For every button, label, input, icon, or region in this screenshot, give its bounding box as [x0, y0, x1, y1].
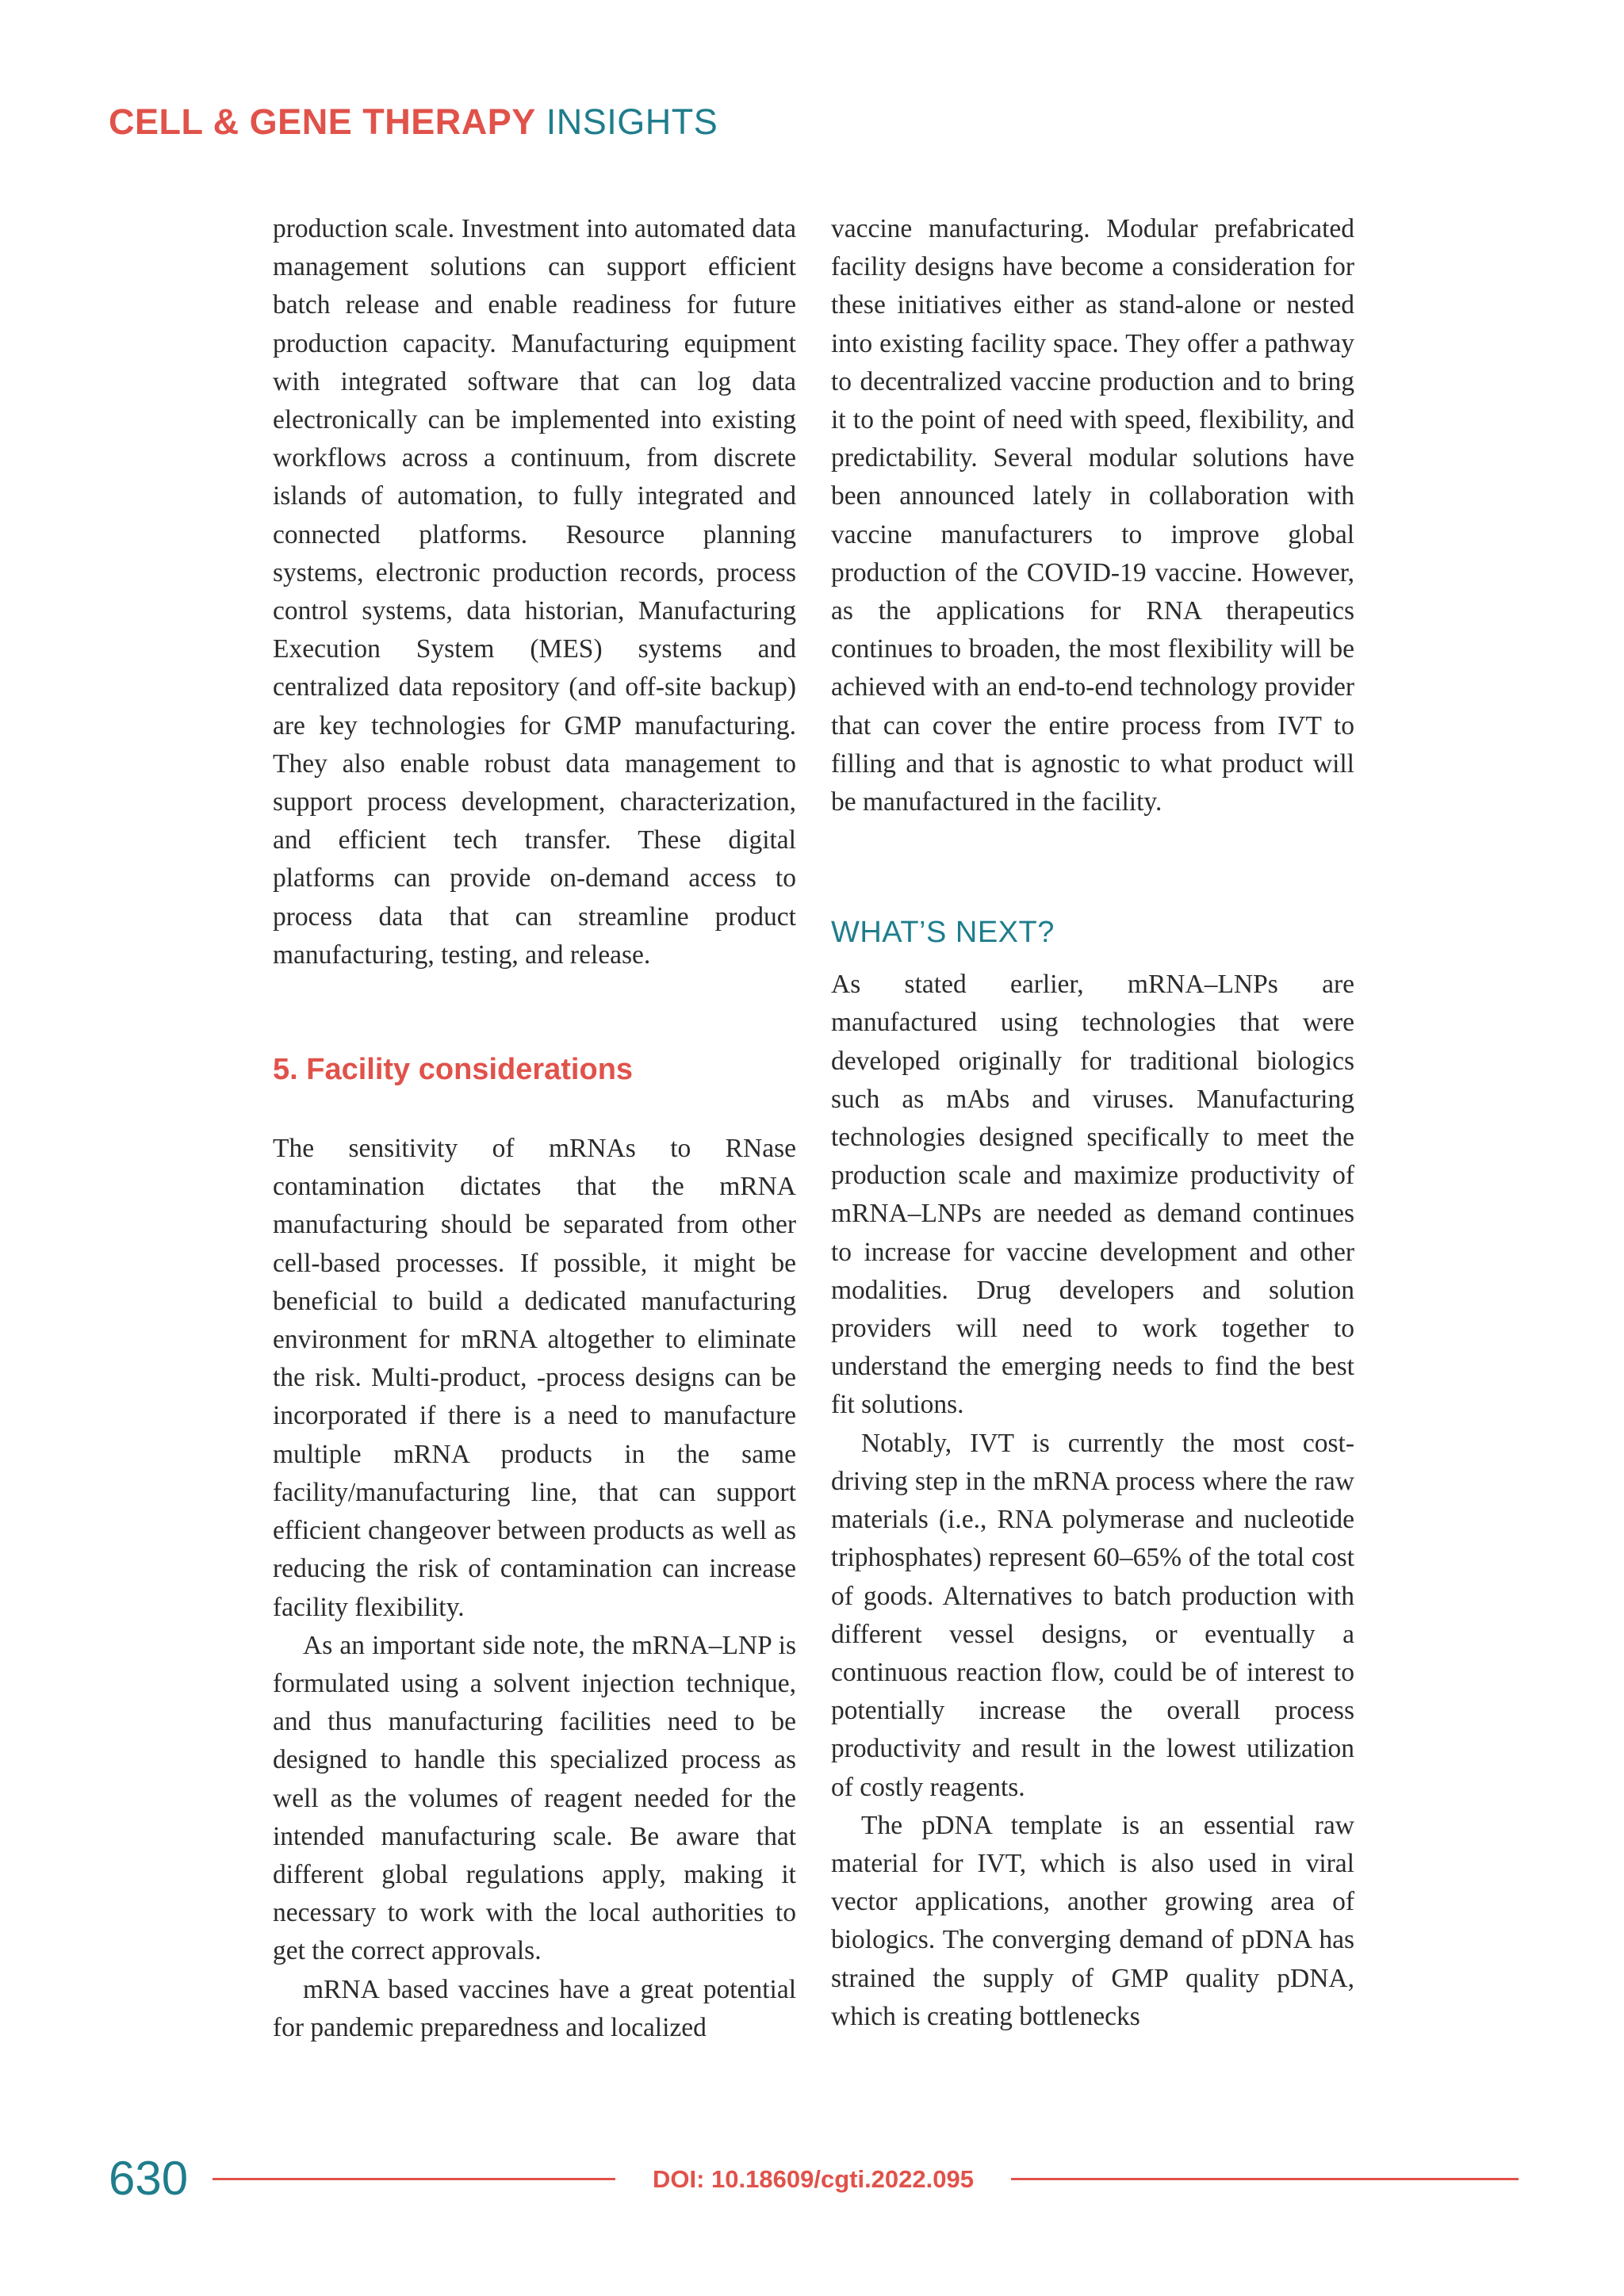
right-paragraph-3: Notably, IVT is currently the most cost-driving step in the mRNA process where the raw materials (i.e., RNA polymerase and nucleotide triphosphates) represent 60–65% of the total cost of goods. Alternatives to batch production with different vessel designs, or eventually a continuous reaction flow, could be of interest to potentially increase the overall process productivity and result in the lowest utilization of costly reagents. — [831, 1428, 1354, 1802]
left-paragraph-2: The sensitivity of mRNAs to RNase contamination dictates that the mRNA manufacturing should be separated from other cell-based processes. If possible, it might be beneficial to build a dedicated manufacturing environment for mRNA altogether to eliminate the risk. Multi-product, -process designs can be incorporated if there is a need to manufacture multiple mRNA products in the same facility/manufacturing line, that can support efficient changeover between products as well as reducing the risk of contamination can increase facility flexibility. — [273, 1134, 796, 1622]
right-paragraph-4: The pDNA template is an essential raw material for IVT, which is also used in viral vector applications, another growing area of biologics. The converging demand of pDNA has strained the supply of GMP quality pDNA, which is creating bottlenecks — [831, 1810, 1354, 2031]
page-number: 630 — [109, 2152, 189, 2205]
doi-link[interactable]: DOI: 10.18609/cgti.2022.095 — [653, 2165, 974, 2193]
brand-primary: CELL & GENE THERAPY — [109, 101, 536, 142]
brand-secondary: INSIGHTS — [546, 101, 718, 142]
footer-rule-left — [213, 2178, 615, 2180]
journal-brand — [109, 101, 718, 143]
left-paragraph-1: production scale. Investment into automated data management solutions can support efficient batch release and enable readiness for future production capacity. Manufacturing equipment with integrated software that can log data electronically can be implemented into existing workflows across a continuum, from discrete islands of automation, to fully integrated and connected platforms. Resource planning systems, electronic production records, process control systems, data historian, Manufacturing Execution System (MES) systems and centralized data repository (and off-site backup) are key technologies for GMP manufacturing. They also enable robust data management to support process development, characterization, and efficient tech transfer. These digital platforms can provide on-demand access to process data that can streamline product manufacturing, testing, and release. — [273, 214, 796, 970]
left-paragraph-3: As an important side note, the mRNA–LNP is formulated using a solvent injection technique, and thus manufacturing facilities need to be designed to handle this specialized process as well as the volumes of reagent needed for the intended manufacturing scale. Be aware that different global regulations apply, making it necessary to work with the local authorities to get the correct approvals. — [273, 1630, 796, 1966]
right-paragraph-1: vaccine manufacturing. Modular prefabricated facility designs have become a consideration for these initiatives either as stand-alone or nested into existing facility space. They offer a pathway to decentralized vaccine production and to bring it to the point of need with speed, flexibility, and predictability. Several modular solutions have been announced lately in collaboration with vaccine manufacturers to improve global production of the COVID-19 vaccine. However, as the applications for RNA therapeutics continues to broaden, the most flexibility will be achieved with an end-to-end technology provider that can cover the entire process from IVT to filling and that is agnostic to what product will be manufactured in the facility. — [831, 214, 1354, 817]
section-heading-facility: 5. Facility considerations — [273, 1053, 634, 1087]
left-column — [273, 210, 796, 2047]
right-paragraph-2: As stated earlier, mRNA–LNPs are manufactured using technologies that were developed originally for traditional biologics such as mAbs and viruses. Manufacturing technologies designed specifically to meet the production scale and maximize productivity of mRNA–LNPs are needed as demand continues to increase for vaccine development and other modalities. Drug developers and solution providers will need to work together to understand the emerging needs to find the best fit solutions. — [831, 970, 1354, 1420]
left-paragraph-4: mRNA based vaccines have a great potential for pandemic preparedness and localized — [273, 1974, 796, 2042]
right-column — [831, 210, 1354, 2036]
page-footer — [0, 2149, 1624, 2212]
footer-rule-right — [1011, 2178, 1519, 2180]
section-heading-whats-next: WHAT’S NEXT? — [831, 916, 1055, 950]
